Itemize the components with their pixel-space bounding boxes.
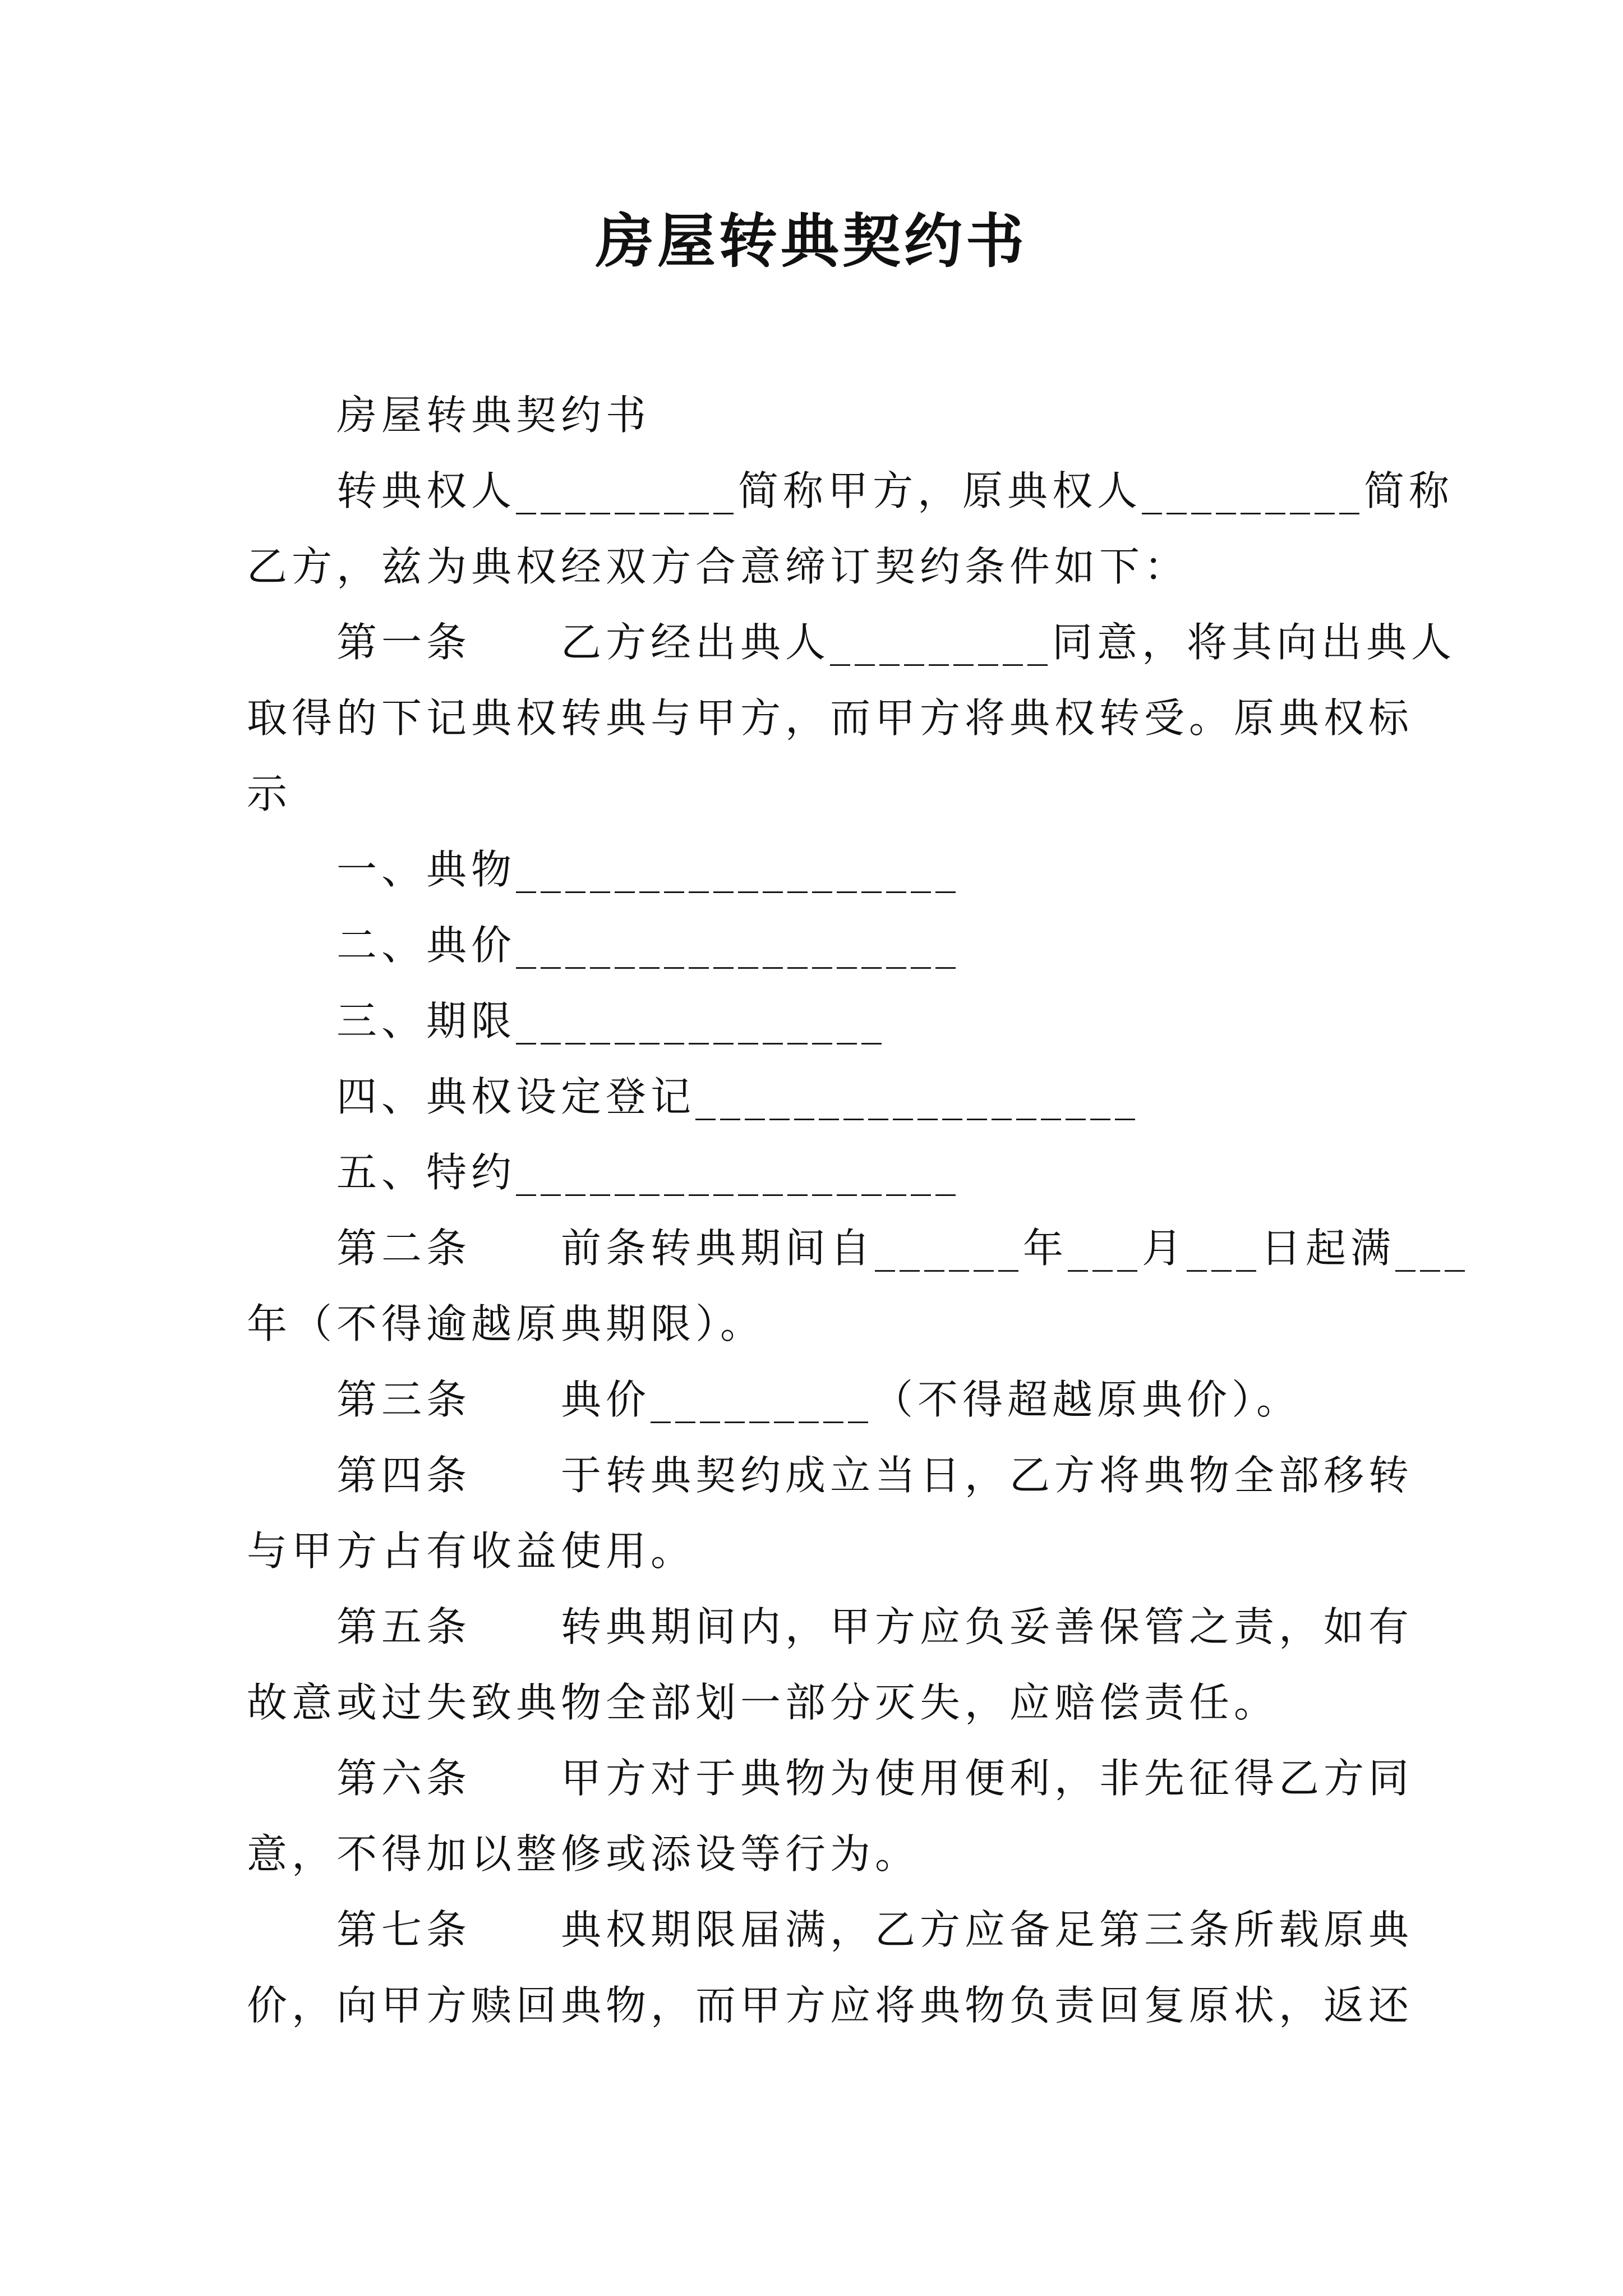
article-6-line-1: 第六条 甲方对于典物为使用便利，非先征得乙方同 <box>336 1755 1414 1802</box>
item-2-line: 二、典价__________________ <box>336 922 961 969</box>
article-7-line-1: 第七条 典权期限届满，乙方应备足第三条所载原典 <box>336 1906 1414 1953</box>
item-1-line: 一、典物__________________ <box>336 846 961 893</box>
parties-line-2: 乙方，兹为典权经双方合意缔订契约条件如下： <box>247 543 1189 590</box>
article-5-line-1: 第五条 转典期间内，甲方应负妥善保管之责，如有 <box>336 1603 1414 1650</box>
article-3-line: 第三条 典价_________（不得超越原典价）。 <box>336 1376 1302 1423</box>
article-6-line-2: 意，不得加以整修或添设等行为。 <box>247 1830 920 1878</box>
article-2-line-2: 年（不得逾越原典期限）。 <box>247 1300 766 1347</box>
article-1-line-2: 取得的下记典权转典与甲方，而甲方将典权转受。原典权标 <box>247 694 1414 742</box>
article-7-line-2: 价，向甲方赎回典物，而甲方应将典物负责回复原状，返还 <box>247 1982 1414 2029</box>
document-title: 房屋转典契约书 <box>595 206 1027 275</box>
article-1-line-3: 示 <box>247 770 292 817</box>
article-2-line-1: 第二条 前条转典期间自______年___月___日起满___ <box>336 1225 1470 1272</box>
article-4-line-2: 与甲方占有收益使用。 <box>247 1527 696 1575</box>
subtitle-line: 房屋转典契约书 <box>336 392 651 439</box>
article-4-line-1: 第四条 于转典契约成立当日，乙方将典物全部移转 <box>336 1452 1414 1499</box>
article-1-line-1: 第一条 乙方经出典人_________同意，将其向出典人 <box>336 619 1456 666</box>
article-5-line-2: 故意或过失致典物全部划一部分灭失，应赔偿责任。 <box>247 1679 1279 1726</box>
item-4-line: 四、典权设定登记__________________ <box>336 1073 1140 1120</box>
item-5-line: 五、特约__________________ <box>336 1149 961 1196</box>
parties-line-1: 转典权人_________简称甲方，原典权人_________简称 <box>336 467 1454 514</box>
item-3-line: 三、期限_______________ <box>336 997 887 1045</box>
